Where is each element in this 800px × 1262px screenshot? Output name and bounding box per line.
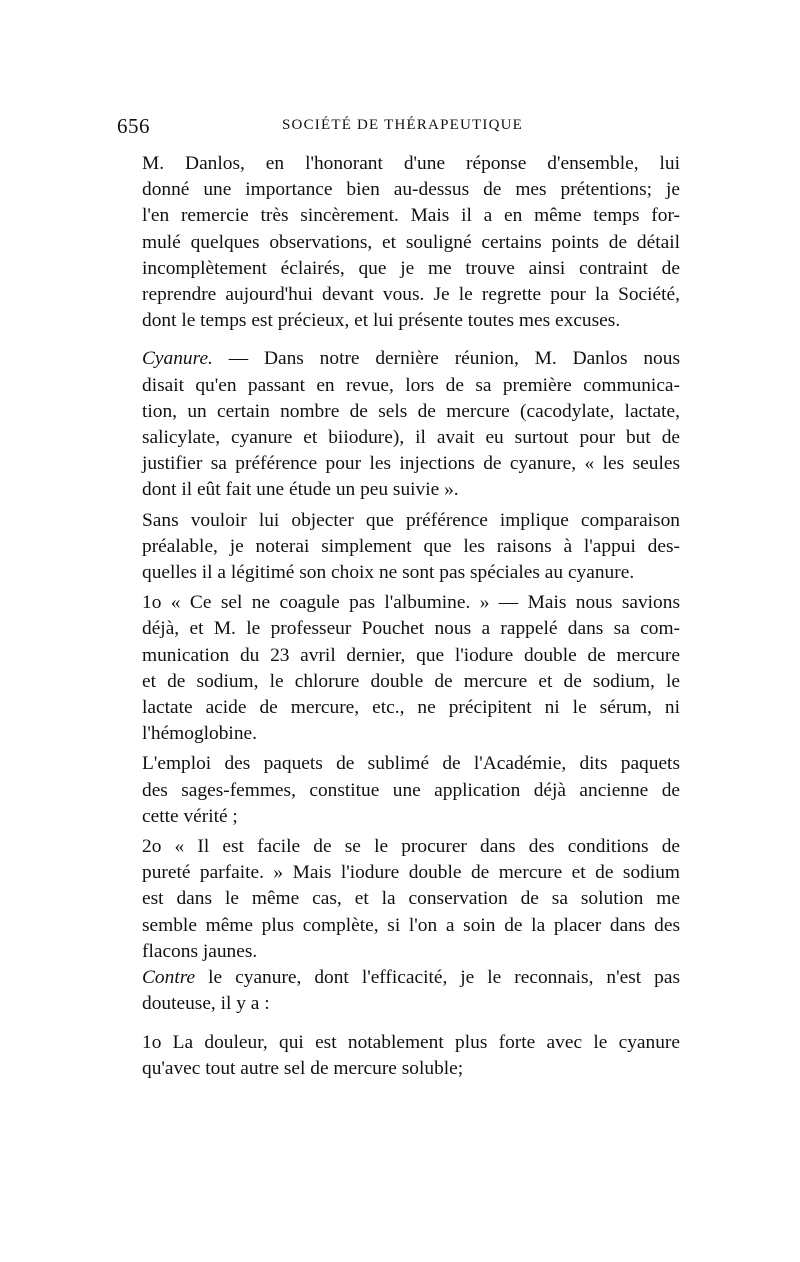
text-line: lactate acide de mercure, etc., ne précipitent ni le sérum, ni bbox=[142, 697, 680, 719]
text-line: dont le temps est précieux, et lui présente toutes mes excuses. bbox=[142, 310, 621, 332]
paragraph-point-2 bbox=[120, 834, 680, 965]
text-line: salicylate, cyanure et biiodure), il avait eu surtout pour but de bbox=[142, 427, 680, 449]
paragraph-gap bbox=[120, 1018, 680, 1030]
text-line: semble même plus complète, si l'on a soin de la placer dans des bbox=[142, 914, 680, 936]
text-line: cette vérité ; bbox=[142, 805, 238, 827]
text-line: munication du 23 avril dernier, que l'iodure double de mercure bbox=[142, 644, 680, 666]
text-line: incomplètement éclairés, que je me trouve ainsi contraint de bbox=[142, 257, 680, 279]
paragraph-academie bbox=[120, 751, 680, 830]
text-line: et de sodium, le chlorure double de mercure et de sodium, le bbox=[142, 670, 680, 692]
paragraph-gap bbox=[120, 334, 680, 346]
section-lead-contre: Contre bbox=[142, 967, 196, 989]
text-line: Cyanure. — Dans notre dernière réunion, M. Danlos nous bbox=[142, 348, 680, 370]
text-line: préalable, je noterai simplement que les raisons à l'appui des- bbox=[142, 535, 680, 557]
running-head bbox=[117, 114, 680, 140]
paragraph-preference bbox=[120, 508, 680, 587]
text-line: quelles il a légitimé son choix ne sont pas spéciales au cyanure. bbox=[142, 562, 635, 584]
body-text bbox=[120, 151, 680, 1082]
text-line: M. Danlos, en l'honorant d'une réponse d'ensemble, lui bbox=[142, 153, 680, 174]
text-line: pureté parfaite. » Mais l'iodure double de mercure et de sodium bbox=[142, 862, 680, 884]
text-line: dont il eût fait une étude un peu suivie ». bbox=[142, 479, 459, 501]
text-line: qu'avec tout autre sel de mercure soluble; bbox=[142, 1057, 464, 1079]
text-line: donné une importance bien au-dessus de mes prétentions; je bbox=[142, 179, 680, 201]
text-line: mulé quelques observations, et souligné certains points de détail bbox=[142, 231, 680, 253]
paragraph-contre bbox=[120, 965, 680, 1017]
paragraph-cyanure bbox=[120, 346, 680, 503]
text-line: justifier sa préférence pour les injections de cyanure, « les seules bbox=[142, 453, 680, 475]
text-line: douteuse, il y a : bbox=[142, 993, 270, 1015]
text-line: flacons jaunes. bbox=[142, 940, 258, 962]
text-line: 1o « Ce sel ne coagule pas l'albumine. » — Mais nous savions bbox=[142, 592, 680, 614]
text-line: est dans le même cas, et la conservation de sa solution me bbox=[142, 888, 680, 910]
text-line: L'emploi des paquets de sublimé de l'Académie, dits paquets bbox=[142, 753, 680, 775]
paragraph-point-1 bbox=[120, 590, 680, 747]
text-line: déjà, et M. le professeur Pouchet nous a rappelé dans sa com- bbox=[142, 618, 680, 640]
text-line: disait qu'en passant en revue, lors de sa première communica- bbox=[142, 374, 680, 396]
paragraph-intro bbox=[120, 151, 680, 334]
text-line: des sages-femmes, constitue une application déjà ancienne de bbox=[142, 779, 680, 801]
text-line: 1o La douleur, qui est notablement plus forte avec le cyanure bbox=[142, 1031, 680, 1053]
section-lead-cyanure: Cyanure. bbox=[142, 348, 213, 370]
paragraph-douleur bbox=[120, 1030, 680, 1082]
text-line: Contre le cyanure, dont l'efficacité, je le reconnais, n'est pas bbox=[142, 967, 680, 989]
text-line: tion, un certain nombre de sels de mercure (cacodylate, lactate, bbox=[142, 400, 680, 422]
page-number: 656 bbox=[117, 114, 150, 138]
text-line: 2o « Il est facile de se le procurer dans des conditions de bbox=[142, 836, 680, 858]
running-title: SOCIÉTÉ DE THÉRAPEUTIQUE bbox=[282, 117, 524, 133]
text-line: l'en remercie très sincèrement. Mais il a en même temps for- bbox=[142, 205, 680, 227]
text-line: Sans vouloir lui objecter que préférence implique comparaison bbox=[142, 509, 680, 531]
text-line: reprendre aujourd'hui devant vous. Je le regrette pour la Société, bbox=[142, 284, 680, 306]
text-line: l'hémoglobine. bbox=[142, 723, 257, 745]
